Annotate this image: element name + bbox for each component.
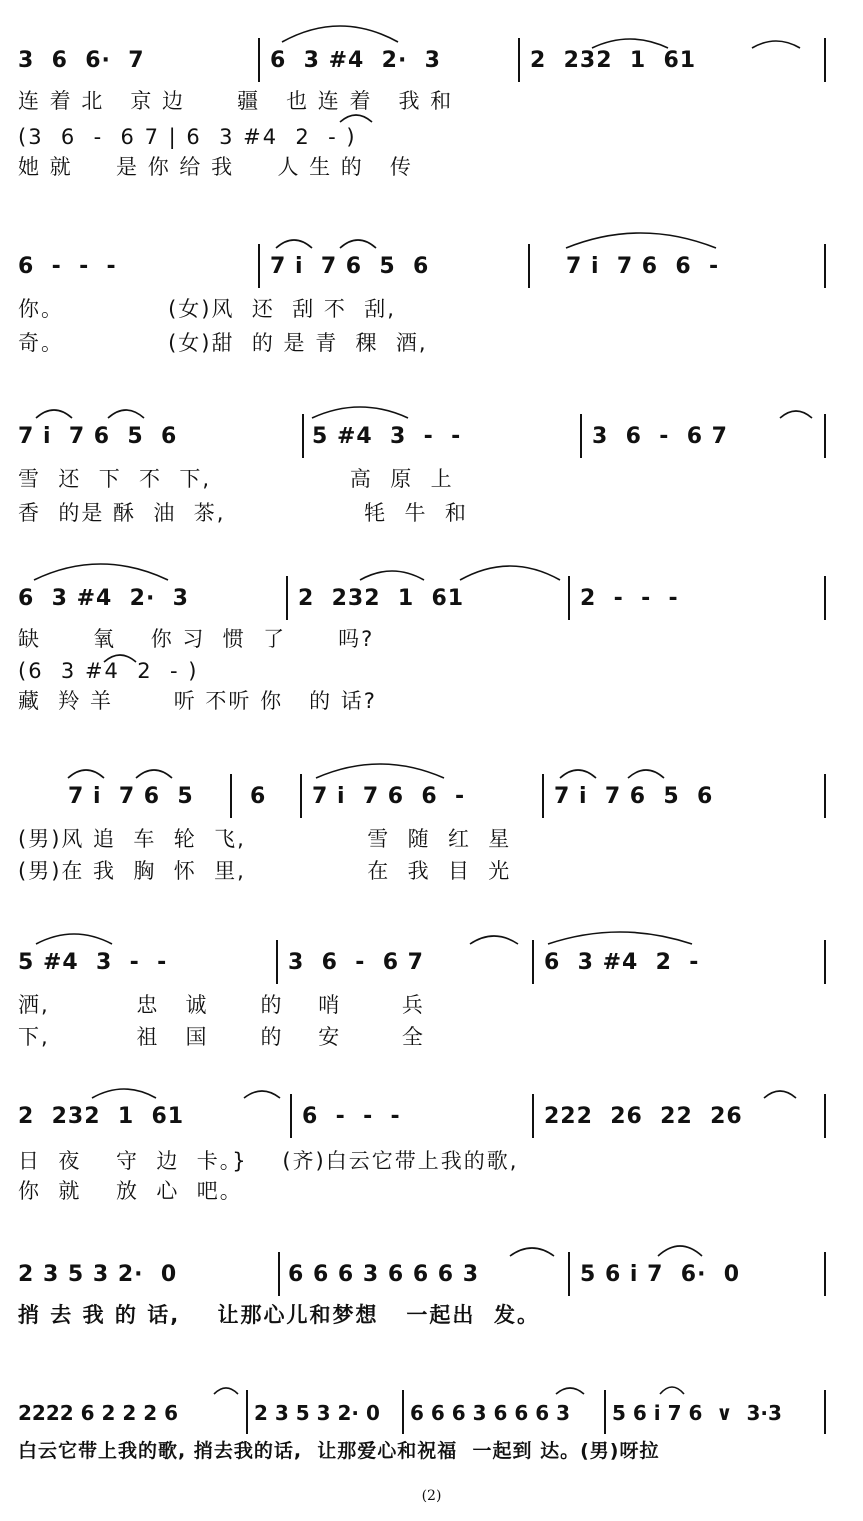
lyric-line: 奇。 (女)甜 的 是 青 稞 酒, [18, 331, 428, 355]
barline [518, 38, 520, 82]
barline [278, 1252, 280, 1296]
notes-line [18, 420, 830, 454]
barline [824, 774, 826, 818]
slur-arc [360, 571, 424, 580]
note-group: 6 - - - [302, 1104, 401, 1129]
measure [302, 1100, 401, 1134]
note-group: 7 i 7 6 5 6 [554, 784, 714, 809]
slur-arc [136, 770, 172, 778]
measure [544, 946, 699, 980]
barline [258, 244, 260, 288]
note-group: 6 [250, 784, 267, 809]
measure [18, 250, 117, 284]
barline [580, 414, 582, 458]
barline [302, 414, 304, 458]
barline [286, 576, 288, 620]
barline [532, 940, 534, 984]
measure [18, 1100, 184, 1134]
note-group: 3 6 6· 7 [18, 48, 145, 73]
lyric-line: 连 着 北 京 边 疆 也 连 着 我 和 [18, 89, 454, 113]
note-group: 2 - - - [580, 586, 679, 611]
slur-arc [340, 240, 376, 248]
barline [568, 1252, 570, 1296]
measure [250, 780, 266, 814]
measure [530, 44, 696, 78]
measure [18, 582, 189, 616]
barline [300, 774, 302, 818]
slur-arc [628, 770, 664, 778]
slur-arc [108, 410, 144, 418]
lyric-line: 捎 去 我 的 话, 让那心儿和梦想 一起出 发。 [18, 1303, 541, 1327]
note-group: 2 232 1 61 [530, 48, 697, 73]
barline [402, 1390, 404, 1434]
measure [554, 780, 713, 814]
slur-arc [34, 564, 168, 580]
slur-arc [548, 932, 692, 944]
measure [288, 946, 424, 980]
measure [592, 420, 728, 454]
lyric-line: 雪 还 下 不 下, 高 原 上 [18, 467, 454, 491]
slur-arc [460, 566, 560, 580]
note-group: 222 26 22 26 [544, 1104, 743, 1129]
lyric-line: (男)在 我 胸 怀 里, 在 我 目 光 [18, 859, 512, 883]
lyric-line: 下, 祖 国 的 安 全 [18, 1025, 425, 1049]
note-group: 2 3 5 3 2· 0 [254, 1401, 380, 1425]
notes-line [18, 44, 830, 78]
measure [18, 946, 167, 980]
notes-line [18, 250, 830, 284]
barline [568, 576, 570, 620]
note-group: 5 #4 3 - - [312, 424, 462, 449]
barline [528, 244, 530, 288]
note-group: 5 #4 3 - - [18, 950, 168, 975]
measure [18, 420, 177, 454]
notes-line [18, 780, 830, 814]
note-group: 5 6 i 7 6· 0 [580, 1262, 741, 1287]
note-group: 6 6 6 3 6 6 6 3 [288, 1262, 480, 1287]
barline [824, 576, 826, 620]
note-group: 2222 6 2 2 2 6 [18, 1401, 179, 1425]
slur-arc [560, 770, 596, 778]
barline [290, 1094, 292, 1138]
note-group: 7 i 7 6 6 - [312, 784, 466, 809]
note-group: 3 6 - 6 7 [288, 950, 424, 975]
slur-arc [556, 1388, 584, 1394]
barline [246, 1390, 248, 1434]
slur-arc [780, 411, 812, 418]
notes-line [18, 582, 830, 616]
notes-line [18, 1258, 830, 1292]
note-group: 2 232 1 61 [18, 1104, 185, 1129]
note-group: 6 3 #4 2· 3 [270, 48, 441, 73]
slur-arc [36, 934, 112, 944]
measure [254, 1396, 380, 1430]
barline [824, 940, 826, 984]
measure [298, 582, 464, 616]
measure [566, 250, 719, 284]
note-group: 6 6 6 3 6 6 6 3 [410, 1401, 571, 1425]
slur-arc [658, 1246, 702, 1256]
slur-arc [340, 115, 372, 122]
note-group: 2 3 5 3 2· 0 [18, 1262, 178, 1287]
lyric-line: 藏 羚 羊 听 不听 你 的 话? [18, 689, 377, 713]
measure [612, 1396, 782, 1430]
measure [410, 1396, 570, 1430]
note-group: 5 6 i 7 6 ∨ 3·3 [612, 1401, 782, 1425]
barline [824, 1094, 826, 1138]
barline [276, 940, 278, 984]
lyric-line: 洒, 忠 诚 的 哨 兵 [18, 993, 425, 1017]
barline [258, 38, 260, 82]
measure [580, 1258, 740, 1292]
note-group: 7 i 7 6 6 - [566, 254, 720, 279]
note-group: 7 i 7 6 5 [68, 784, 194, 809]
lyric-line: 缺 氧 你 习 惯 了 吗? [18, 627, 375, 651]
lyric-line: (3 6 - 6 7 | 6 3 #4 2 - ) [18, 125, 357, 149]
slur-arc [36, 410, 72, 418]
measure [288, 1258, 479, 1292]
slur-arc [282, 26, 398, 42]
slur-arc [566, 233, 716, 248]
measure [18, 1396, 178, 1430]
measure [18, 44, 145, 78]
note-group: 6 3 #4 2· 3 [18, 586, 189, 611]
measure [312, 420, 461, 454]
barline [824, 1390, 826, 1434]
slur-arc [92, 1089, 156, 1098]
lyric-line: 你。 (女)风 还 刮 不 刮, [18, 297, 396, 321]
barline [824, 38, 826, 82]
lyric-line: (男)风 追 车 轮 飞, 雪 随 红 星 [18, 827, 512, 851]
measure [68, 780, 194, 814]
measure [544, 1100, 743, 1134]
barline [230, 774, 232, 818]
measure [270, 250, 429, 284]
slur-arc [660, 1387, 684, 1394]
slur-arc [68, 770, 104, 778]
notes-line [18, 1100, 830, 1134]
barline [542, 774, 544, 818]
lyric-line: 香 的是 酥 油 茶, 牦 牛 和 [18, 501, 468, 525]
measure [580, 582, 679, 616]
notes-line [18, 946, 830, 980]
note-group: 3 6 - 6 7 [592, 424, 728, 449]
slur-arc [312, 407, 408, 418]
barline [604, 1390, 606, 1434]
page-number: (2) [421, 1488, 442, 1504]
note-group: 7 i 7 6 5 6 [18, 424, 178, 449]
slur-arc [764, 1091, 796, 1098]
measure [312, 780, 465, 814]
slur-arc [214, 1388, 238, 1394]
barline [824, 414, 826, 458]
measure [18, 1258, 177, 1292]
lyric-line: 日 夜 守 边 卡。} (齐)白云它带上我的歌, [18, 1149, 519, 1173]
note-group: 2 232 1 61 [298, 586, 465, 611]
note-group: 6 - - - [18, 254, 117, 279]
note-group: 7 i 7 6 5 6 [270, 254, 430, 279]
notes-line [18, 1396, 830, 1430]
slur-arc [510, 1248, 554, 1256]
slur-arc [470, 936, 518, 944]
barline [532, 1094, 534, 1138]
lyric-line: 她 就 是 你 给 我 人 生 的 传 [18, 155, 413, 179]
lyric-line: 你 就 放 心 吧。 [18, 1179, 243, 1203]
slur-arc [316, 764, 444, 778]
barline [824, 244, 826, 288]
measure [270, 44, 441, 78]
note-group: 6 3 #4 2 - [544, 950, 700, 975]
barline [824, 1252, 826, 1296]
slur-arc [244, 1091, 280, 1098]
lyric-line: (6 3 #4 2 - ) [18, 659, 199, 683]
lyric-line: 白云它带上我的歌, 捎去我的话, 让那爱心和祝福 一起到 达。(男)呀拉 [18, 1440, 660, 1462]
slur-arc [276, 240, 312, 248]
